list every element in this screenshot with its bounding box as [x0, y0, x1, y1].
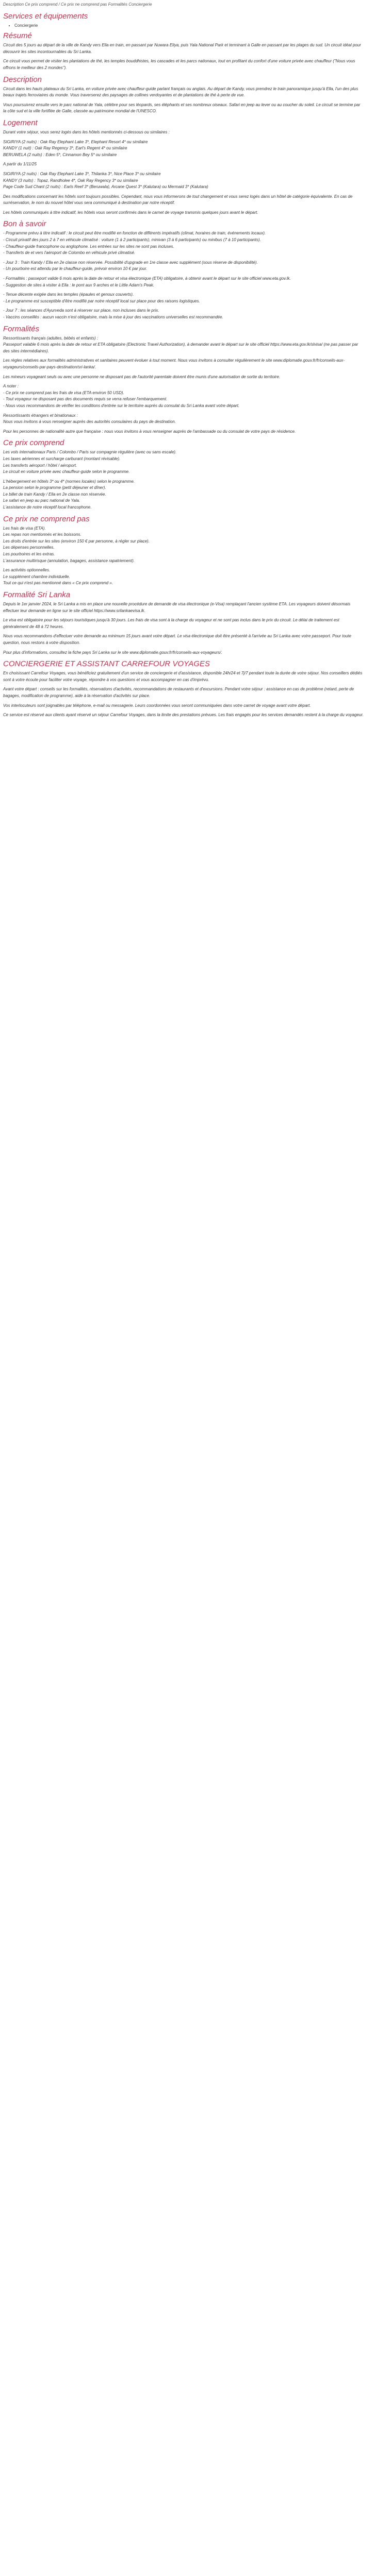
section-paragraph: - Tenue décente exigée dans les temples (épaules et genoux couverts). - Le programme est susceptible d'être modifié par notre réceptif local sur place pour des raisons logistiques. [3, 292, 200, 303]
section-paragraph: Pour les personnes de nationalité autre que française : nous vous invitons à vous renseigner auprès de l'ambassade ou du consulat de votre pays de résidence. [3, 429, 296, 434]
section-paragraph: Les frais de visa (ETA). Les repas non mentionnés et les boissons. Les droits d'entrée sur les sites (environ 150 € par personne, à régler sur place). Les dépenses personnelles. Les pourboires et les extras. L'assurance multirisque (annulation, bagages, assistance rapatriement). [3, 526, 150, 563]
section-paragraph: SIGIRIYA (2 nuits) : Oak Ray Elephant Lake 3*, Thilanka 3*, Nice Place 3* ou similaire KANDY (3 nuits) : Topaz, Randholee 4*, Oak Ray Regency 3* ou similaire Page Code Sud Chant (2 nuits) : Earls Reef 3* (Beruwala), Arcane Quest 3* (Kalutara) ou Mermaid 3* (Kalutara) [3, 171, 208, 190]
section-heading: Description [3, 75, 42, 84]
section [3, 659, 364, 719]
section-paragraph: A partir du 1/11/25 [3, 162, 37, 167]
section-paragraph: - Formalités : passeport valide 6 mois après la date de retour et visa électronique (ETA) obligatoire, à obtenir avant le départ sur le site officiel www.eta.gov.lk. - Suggestion de sites à visiter à Ella : le pont aux 9 arches et le Little Adam's Peak. [3, 276, 291, 287]
product-description-page [0, 0, 364, 719]
section-paragraph: Les règles relatives aux formalités administratives et sanitaires peuvent évoluer à tout moment. Nous vous invitons à consulter régulièrement le site www.diplomatie.gouv.fr/fr/conseils-aux-voyageurs/conseils-par-pays-destination/sri-lanka/. [3, 358, 345, 369]
section-heading: Logement [3, 118, 38, 127]
section [3, 31, 364, 71]
section [3, 11, 364, 29]
section-paragraph: Pour plus d'informations, consultez la fiche pays Sri Lanka sur le site www.diplomatie.gouv.fr/fr/conseils-aux-voyageurs/. [3, 650, 222, 655]
section-heading: CONCIERGERIE ET ASSISTANT CARREFOUR VOYAGES [3, 659, 210, 669]
section-paragraph: Les vols internationaux Paris / Colombo / Paris sur compagnie régulière (avec ou sans escale). Les taxes aériennes et surcharge carburant (montant révisable). Les transferts aéroport / hôtel / aéroport. Le circuit en voiture privée avec chauffeur-guide selon le programme. [3, 450, 177, 474]
section-paragraph: Circuit dans les hauts plateaux du Sri Lanka, en voiture privée avec chauffeur-guide parlant français ou anglais. Au départ de Kandy, vous prendrez le train panoramique jusqu'à Ella, l'un des plus beaux trajets ferroviaires du monde. Vous traverserez des paysages de collines verdoyantes et de plantations de thé à perte de vue. [3, 86, 359, 98]
section-paragraph: Avant votre départ : conseils sur les formalités, réservations d'activités, recommandations de restaurants et d'excursions. Pendant votre séjour : assistance en cas de problème (retard, perte de bagages, modification de programme), aide à la réservation d'activités sur place. [3, 687, 354, 698]
section-paragraph: Ce service est réservé aux clients ayant réservé un séjour Carrefour Voyages, dans la limite des prestations prévues. Les frais engagés pour les services demandés restent à la charge du voyageur. [3, 713, 364, 718]
list-item: • Conciergerie [14, 23, 364, 29]
section-heading: Bon à savoir [3, 219, 46, 229]
section-paragraph: - Programme prévu à titre indicatif : le circuit peut être modifié en fonction de différents impératifs (climat, horaires de train, événements locaux). - Circuit privatif des jours 2 à 7 en véhicule climatisé : voiture (1 à 2 participants), minivan (3 à 6 participants) ou minibus (7 à 10 participants). - Chauffeur-guide francophone ou anglophone. Les entrées sur les sites ne sont pas incluses. - Transferts de et vers l'aéroport de Colombo en véhicule privé climatisé. [3, 231, 266, 256]
section-paragraph: Des modifications concernant les hôtels sont toujours possibles. Cependant, nous vous informerons de tout changement et vous serez logés dans un hôtel de catégorie équivalente. En cas de surréservation, le nom du nouvel hôtel vous sera communiqué à destination par notre réceptif. [3, 194, 353, 206]
section-paragraph: Depuis le 1er janvier 2024, le Sri Lanka a mis en place une nouvelle procédure de demande de visa électronique (e-Visa) remplaçant l'ancien système ETA. Les voyageurs doivent désormais effectuer leur demande en ligne sur le site officiel https://www.srilankaevisa.lk. [3, 602, 351, 613]
section-paragraph: L'hébergement en hôtels 3* ou 4* (normes locales) selon le programme. La pension selon le programme (petit déjeuner et dîner). Le billet de train Kandy / Ella en 2e classe non réservée. Le safari en jeep au parc national de Yala. L'assistance de notre réceptif local francophone. [3, 479, 135, 510]
section [3, 75, 364, 115]
section-paragraph: Le visa est obligatoire pour les séjours touristiques jusqu'à 30 jours. Les frais de visa sont à la charge du voyageur et ne sont pas inclus dans le prix du circuit. Le délai de traitement est généralement de 48 à 72 heures. [3, 618, 339, 629]
section-paragraph: Durant votre séjour, vous serez logés dans les hôtels mentionnés ci-dessous ou similaires : [3, 129, 170, 134]
section-paragraph: - Jour 7 : les séances d'Ayurveda sont à réserver sur place, non incluses dans le prix. - Vaccins conseillés : aucun vaccin n'est obligatoire, mais la mise à jour des vaccinations universelles est recommandée. [3, 308, 223, 319]
section-paragraph: Les mineurs voyageant seuls ou avec une personne ne disposant pas de l'autorité parentale doivent être munis d'une autorisation de sortie du territoire. [3, 374, 281, 379]
section-paragraph: Les activités optionnelles. Le supplément chambre individuelle. Tout ce qui n'est pas mentionné dans « Ce prix comprend ». [3, 568, 113, 586]
section-heading: Ce prix comprend [3, 438, 64, 448]
section-list [3, 23, 364, 29]
section [3, 438, 364, 511]
sections-container [3, 11, 364, 719]
section-paragraph: A noter : - Ce prix ne comprend pas les frais de visa (ETA environ 50 USD). - Tout voyageur ne disposant pas des documents requis se verra refuser l'embarquement. - Nous vous recommandons de vérifier les conditions d'entrée sur le territoire auprès du consulat du Sri Lanka avant votre départ. [3, 384, 240, 408]
section-paragraph: SIGIRIYA (2 nuits) : Oak Ray Elephant Lake 3*, Elephant Resort 4* ou similaire KANDY (1 nuit) : Oak Ray Regency 3*, Earl's Regent 4* ou similaire BERUWELA (2 nuits) : Eden 5*, Cinnamon Bey 5* ou similaire [3, 139, 148, 157]
section-heading: Résumé [3, 31, 32, 41]
section-paragraph: Ressortissants étrangers et binationaux : Nous vous invitons à vous renseigner auprès des autorités consulaires du pays de destination. [3, 413, 176, 425]
section-heading: Formalités [3, 324, 40, 333]
section-heading: Formalité Sri Lanka [3, 590, 71, 599]
section-heading: Ce prix ne comprend pas [3, 514, 90, 523]
section-paragraph: Ce circuit vous permet de visiter les plantations de thé, les temples bouddhistes, les cascades et les parcs nationaux, tout en profitant du confort d'une voiture privée avec chauffeur ("Nous vous offrons le meilleur des 2 mondes"). [3, 59, 355, 70]
section-paragraph: Circuit des 5 jours au départ de la ville de Kandy vers Ella en train, en passant par Nuwara Eliya, puis Yala National Park et terminant à Galle en passant par les plages du sud. Un circuit idéal pour découvrir les sites incontournables du Sri Lanka. [3, 43, 361, 54]
section-paragraph: Vos interlocuteurs sont joignables par téléphone, e-mail ou messagerie. Leurs coordonnées vous seront communiquées dans votre carnet de voyage avant votre départ. [3, 703, 311, 708]
section [3, 118, 364, 216]
section-paragraph: En choisissant Carrefour Voyages, vous bénéficiez gratuitement d'un service de conciergerie et d'assistance, disponible 24h/24 et 7j/7 pendant toute la durée de votre séjour. Nos conseillers dédiés sont à votre écoute pour faciliter votre voyage, répondre à vos questions et vous accompagner en cas d'imprévu. [3, 671, 363, 682]
section [3, 324, 364, 435]
section [3, 590, 364, 656]
section-paragraph: Nous vous recommandons d'effectuer votre demande au minimum 15 jours avant votre départ. Le visa électronique doit être présenté à l'arrivée au Sri Lanka avec votre passeport. Pour toute question, nous restons à votre disposition. [3, 634, 351, 645]
tab-links-line: Description Ce prix comprend / Ce prix ne comprend pas Formalités Conciergerie [3, 2, 152, 7]
section-paragraph: Les hôtels communiqués à titre indicatif, les hôtels vous seront confirmés dans le carnet de voyage transmis quelques jours avant le départ. [3, 210, 258, 215]
section-paragraph: - Jour 3 : Train Kandy / Ella en 2e classe non réservée. Possibilité d'upgrade en 1re classe avec supplément (sous réserve de disponibilité). - Un pourboire est attendu par le chauffeur-guide, prévoir environ 10 € par jour. [3, 260, 258, 272]
section-paragraph: Vous poursuivrez ensuite vers le parc national de Yala, célèbre pour ses léopards, ses éléphants et ses nombreux oiseaux. Safari en jeep au lever ou au coucher du soleil. Le circuit se termine par la côte sud et la ville fortifiée de Galle, classée au patrimoine mondial de l'UNESCO. [3, 102, 361, 114]
section-paragraph: Ressortissants français (adultes, bébés et enfants) : Passeport valable 6 mois après la date de retour et ETA obligatoire (Electronic Travel Authorization), à demander avant le départ sur le site officiel https://www.eta.gov.lk/slvisa/ (ne pas passer par des sites intermédiaires). [3, 335, 359, 353]
section [3, 219, 364, 320]
section [3, 514, 364, 587]
section-heading: Services et équipements [3, 11, 88, 21]
